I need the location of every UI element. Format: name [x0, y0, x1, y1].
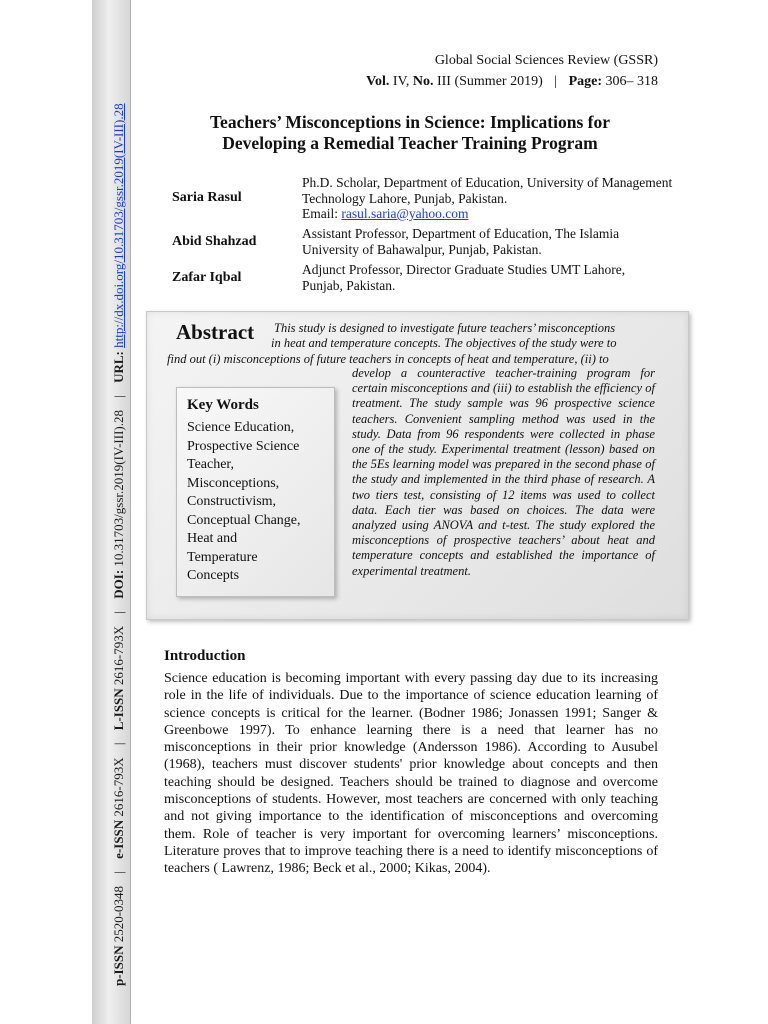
author-name: Abid Shahzad	[172, 234, 257, 249]
email-label: Email:	[302, 206, 338, 221]
vol-value: IV,	[392, 74, 410, 89]
email-link[interactable]: rasul.saria@yahoo.com	[341, 206, 469, 221]
author-affiliation	[302, 175, 684, 222]
affiliation-line: Punjab, Pakistan.	[302, 277, 396, 293]
separator: |	[111, 742, 126, 746]
keywords-list	[187, 419, 327, 586]
author-name: Zafar Iqbal	[172, 270, 242, 285]
keyword-item: Temperature	[187, 549, 258, 565]
volume-line	[366, 74, 658, 90]
separator: |	[111, 871, 126, 874]
url-label: URL:	[111, 351, 126, 383]
separator: |	[554, 74, 558, 89]
no-label: No.	[412, 74, 434, 89]
sidebar-identifiers	[111, 103, 127, 986]
vol-label: Vol.	[366, 74, 390, 89]
keyword-item: Conceptual Change,	[187, 512, 301, 528]
affiliation-line: Adjunct Professor, Director Graduate Studies UMT Lahore,	[302, 262, 626, 277]
keyword-item: Concepts	[187, 568, 240, 583]
author-affiliation	[302, 226, 684, 257]
l-issn-value: 2616-793X	[111, 625, 126, 686]
paper-title	[180, 112, 640, 154]
keywords-heading: Key Words	[187, 397, 259, 413]
abstract-heading: Abstract	[176, 320, 255, 344]
keyword-item: Heat and	[187, 531, 238, 546]
keyword-item: Teacher,	[187, 457, 235, 472]
title-line: Teachers’ Misconceptions in Science: Implications for	[209, 112, 611, 132]
e-issn-value: 2616-793X	[111, 757, 126, 817]
separator: |	[111, 610, 126, 614]
p-issn-label: p-ISSN	[111, 945, 126, 986]
page-label: Page:	[568, 74, 602, 89]
abstract-line: in heat and temperature concepts. The objectives of the study were to	[271, 336, 617, 350]
affiliation-line: Assistant Professor, Department of Education, The Islamia	[302, 226, 620, 241]
abstract-body: develop a counteractive teacher-training program for certain misconceptions and (iii) to establish the efficiency of treatment. The study sample was 96 prospective science teachers. Convenient sampling method was used in the study. Data from 96 respondents were collected in phase one of the study. Experimental treatment (lesson) based on the 5Es learning model was prepared in the second phase of the study and implemented in the third phase of research. A two tiers test, consisting of 12 items was used to collect data. Each tier was based on choices. The data were analyzed using ANOVA and t-test. The study explored the misconceptions of prospective teachers’ about heat and temperature concepts and established the importance of experimental treatment.	[352, 366, 655, 578]
keyword-item: Science Education,	[187, 420, 295, 435]
abstract-line: This study is designed to investigate future teachers’ misconceptions	[274, 321, 616, 335]
author-name: Saria Rasul	[172, 190, 242, 205]
l-issn-label: L-ISSN	[111, 688, 126, 731]
doi-label: DOI:	[111, 569, 126, 599]
p-issn-value: 2520-0348	[111, 885, 126, 943]
introduction-heading: Introduction	[164, 648, 246, 664]
email-line	[302, 206, 684, 222]
journal-name: Global Social Sciences Review (GSSR)	[434, 53, 658, 68]
affiliation-line: Technology Lahore, Punjab, Pakistan.	[302, 190, 508, 206]
e-issn-label: e-ISSN	[111, 819, 126, 859]
introduction-body: Science education is becoming important with every passing day due to its increasing role in the life of individuals. Due to the importance of science education learning of science concepts is critical for the learner. (Bodner 1986; Jonassen 1991; Sanger & Greenbowe 1997). To enhance learning there is a need that learner has no misconceptions in their prior knowledge (Andersson 1986). According to Ausubel (1968), teachers must discover students' prior knowledge about concepts and then teaching should be designed. Teachers should be trained to diagnose and overcome misconceptions of students. However, most teachers are concerned with only teaching and not giving importance to the identification of misconceptions and overcoming them. Role of teacher is very important for overcoming learners’ misconceptions. Literature proves that to improve teaching there is a need to identify misconceptions of teachers ( Lawrenz, 1986; Beck et al., 2000; Kikas, 2004).	[164, 671, 658, 877]
affiliation-line: University of Bahawalpur, Punjab, Pakistan.	[302, 241, 542, 257]
abstract-line: find out (i) misconceptions of future teachers in concepts of heat and temperature, (ii) to	[167, 352, 609, 366]
doi-url-link[interactable]: http://dx.doi.org/10.31703/gssr.2019(IV-III).28	[111, 103, 126, 348]
keyword-item: Prospective Science	[187, 438, 300, 454]
separator: |	[111, 395, 126, 398]
doi-value: 10.31703/gssr.2019(IV-III).28	[111, 410, 126, 567]
keyword-item: Constructivism,	[187, 494, 277, 509]
page-range: 306– 318	[605, 74, 658, 89]
affiliation-line: Ph.D. Scholar, Department of Education, University of Management	[302, 175, 673, 190]
issue-value: III (Summer 2019)	[436, 74, 543, 89]
author-affiliation	[302, 262, 684, 293]
keyword-item: Misconceptions,	[187, 475, 280, 491]
title-line: Developing a Remedial Teacher Training Program	[222, 133, 598, 153]
